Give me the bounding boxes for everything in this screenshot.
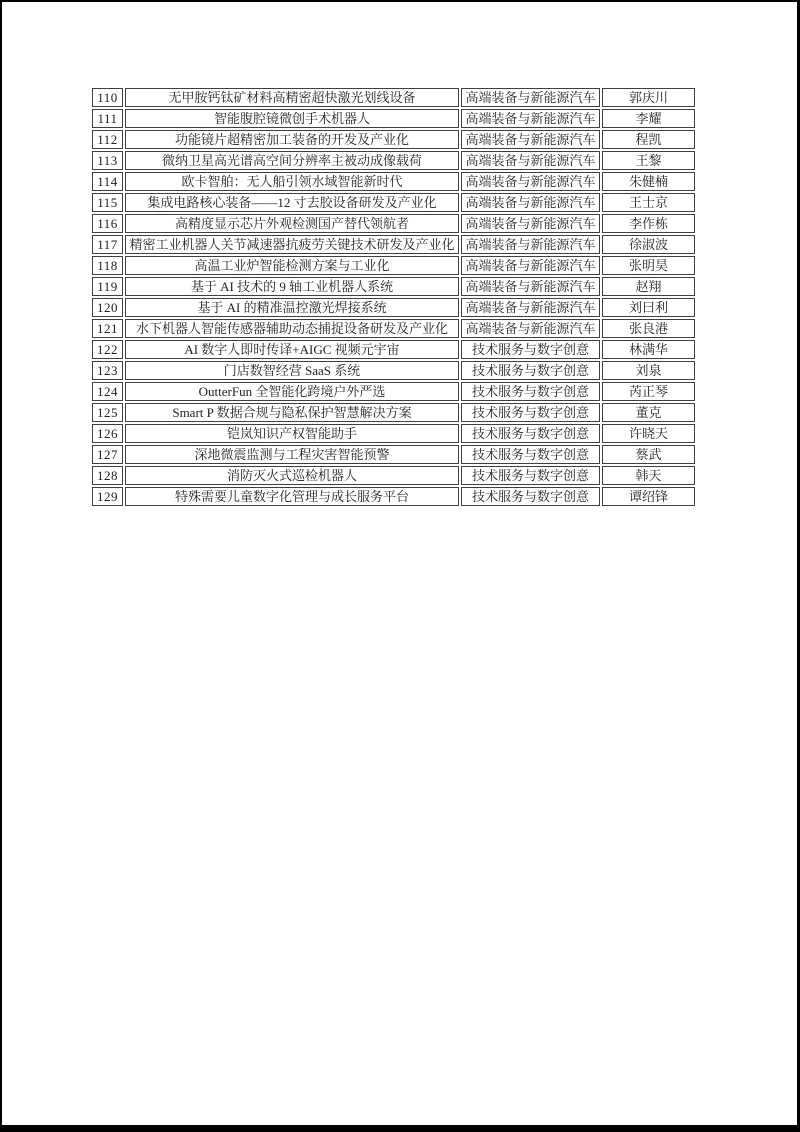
cell-category: 技术服务与数字创意 (461, 361, 600, 380)
cell-no: 115 (92, 193, 123, 212)
cell-no: 126 (92, 424, 123, 443)
table-row (92, 319, 695, 338)
table-row (92, 172, 695, 191)
table-row (92, 130, 695, 149)
cell-no: 124 (92, 382, 123, 401)
cell-project: 微纳卫星高光谱高空间分辨率主被动成像载荷 (125, 151, 459, 170)
cell-leader: 赵翔 (602, 277, 695, 296)
cell-leader: 张良港 (602, 319, 695, 338)
cell-project: 基于 AI 技术的 9 轴工业机器人系统 (125, 277, 459, 296)
cell-no: 114 (92, 172, 123, 191)
table-row (92, 256, 695, 275)
cell-category: 高端装备与新能源汽车 (461, 130, 600, 149)
cell-category: 高端装备与新能源汽车 (461, 277, 600, 296)
cell-leader: 张明昊 (602, 256, 695, 275)
cell-category: 高端装备与新能源汽车 (461, 172, 600, 191)
cell-no: 116 (92, 214, 123, 233)
cell-leader: 朱健楠 (602, 172, 695, 191)
cell-leader: 韩天 (602, 466, 695, 485)
cell-no: 110 (92, 88, 123, 107)
cell-leader: 徐淑波 (602, 235, 695, 254)
table-row (92, 361, 695, 380)
cell-no: 123 (92, 361, 123, 380)
cell-project: 欧卡智舶：无人船引领水域智能新时代 (125, 172, 459, 191)
table-row (92, 487, 695, 506)
cell-leader: 董克 (602, 403, 695, 422)
cell-project: 铠岚知识产权智能助手 (125, 424, 459, 443)
table-row (92, 151, 695, 170)
cell-no: 118 (92, 256, 123, 275)
cell-leader: 刘曰利 (602, 298, 695, 317)
cell-project: Smart P 数据合规与隐私保护智慧解决方案 (125, 403, 459, 422)
cell-project: 高精度显示芯片外观检测国产替代领航者 (125, 214, 459, 233)
cell-category: 技术服务与数字创意 (461, 445, 600, 464)
cell-project: 无甲胺钙钛矿材料高精密超快激光划线设备 (125, 88, 459, 107)
cell-category: 技术服务与数字创意 (461, 487, 600, 506)
cell-category: 技术服务与数字创意 (461, 424, 600, 443)
cell-project: 深地微震监测与工程灾害智能预警 (125, 445, 459, 464)
cell-no: 125 (92, 403, 123, 422)
cell-category: 高端装备与新能源汽车 (461, 193, 600, 212)
cell-no: 129 (92, 487, 123, 506)
cell-no: 120 (92, 298, 123, 317)
cell-no: 128 (92, 466, 123, 485)
cell-project: 高温工业炉智能检测方案与工业化 (125, 256, 459, 275)
table-body (92, 88, 695, 506)
cell-leader: 刘泉 (602, 361, 695, 380)
cell-category: 技术服务与数字创意 (461, 403, 600, 422)
table-row (92, 193, 695, 212)
cell-project: 智能腹腔镜微创手术机器人 (125, 109, 459, 128)
table-row (92, 214, 695, 233)
cell-project: 精密工业机器人关节减速器抗疲劳关键技术研发及产业化 (125, 235, 459, 254)
table-row (92, 403, 695, 422)
cell-category: 技术服务与数字创意 (461, 382, 600, 401)
cell-no: 119 (92, 277, 123, 296)
table-row (92, 466, 695, 485)
cell-category: 高端装备与新能源汽车 (461, 88, 600, 107)
cell-no: 117 (92, 235, 123, 254)
table-row (92, 382, 695, 401)
project-list-table (90, 86, 697, 508)
cell-category: 高端装备与新能源汽车 (461, 298, 600, 317)
cell-leader: 李耀 (602, 109, 695, 128)
cell-leader: 李作栋 (602, 214, 695, 233)
cell-category: 技术服务与数字创意 (461, 340, 600, 359)
table-row (92, 109, 695, 128)
cell-leader: 郭庆川 (602, 88, 695, 107)
table-row (92, 277, 695, 296)
cell-project: 特殊需要儿童数字化管理与成长服务平台 (125, 487, 459, 506)
cell-no: 121 (92, 319, 123, 338)
cell-leader: 程凯 (602, 130, 695, 149)
cell-no: 111 (92, 109, 123, 128)
cell-leader: 许晓天 (602, 424, 695, 443)
cell-category: 高端装备与新能源汽车 (461, 256, 600, 275)
cell-project: 集成电路核心装备——12 寸去胶设备研发及产业化 (125, 193, 459, 212)
cell-leader: 林满华 (602, 340, 695, 359)
cell-leader: 王士京 (602, 193, 695, 212)
cell-category: 高端装备与新能源汽车 (461, 214, 600, 233)
cell-leader: 蔡武 (602, 445, 695, 464)
table-row (92, 340, 695, 359)
cell-category: 高端装备与新能源汽车 (461, 235, 600, 254)
cell-category: 技术服务与数字创意 (461, 466, 600, 485)
table-row (92, 445, 695, 464)
cell-no: 127 (92, 445, 123, 464)
cell-category: 高端装备与新能源汽车 (461, 319, 600, 338)
cell-leader: 谭绍锋 (602, 487, 695, 506)
cell-no: 113 (92, 151, 123, 170)
table-row (92, 235, 695, 254)
cell-category: 高端装备与新能源汽车 (461, 109, 600, 128)
cell-project: 消防灭火式巡检机器人 (125, 466, 459, 485)
cell-project: 基于 AI 的精准温控激光焊接系统 (125, 298, 459, 317)
table-row (92, 298, 695, 317)
cell-project: OutterFun 全智能化跨境户外严选 (125, 382, 459, 401)
table-row (92, 88, 695, 107)
cell-leader: 王黎 (602, 151, 695, 170)
cell-no: 112 (92, 130, 123, 149)
table-row (92, 424, 695, 443)
cell-project: 功能镜片超精密加工装备的开发及产业化 (125, 130, 459, 149)
cell-category: 高端装备与新能源汽车 (461, 151, 600, 170)
cell-leader: 芮正琴 (602, 382, 695, 401)
cell-no: 122 (92, 340, 123, 359)
cell-project: AI 数字人即时传译+AIGC 视频元宇宙 (125, 340, 459, 359)
cell-project: 门店数智经营 SaaS 系统 (125, 361, 459, 380)
cell-project: 水下机器人智能传感器辅助动态捕捉设备研发及产业化 (125, 319, 459, 338)
